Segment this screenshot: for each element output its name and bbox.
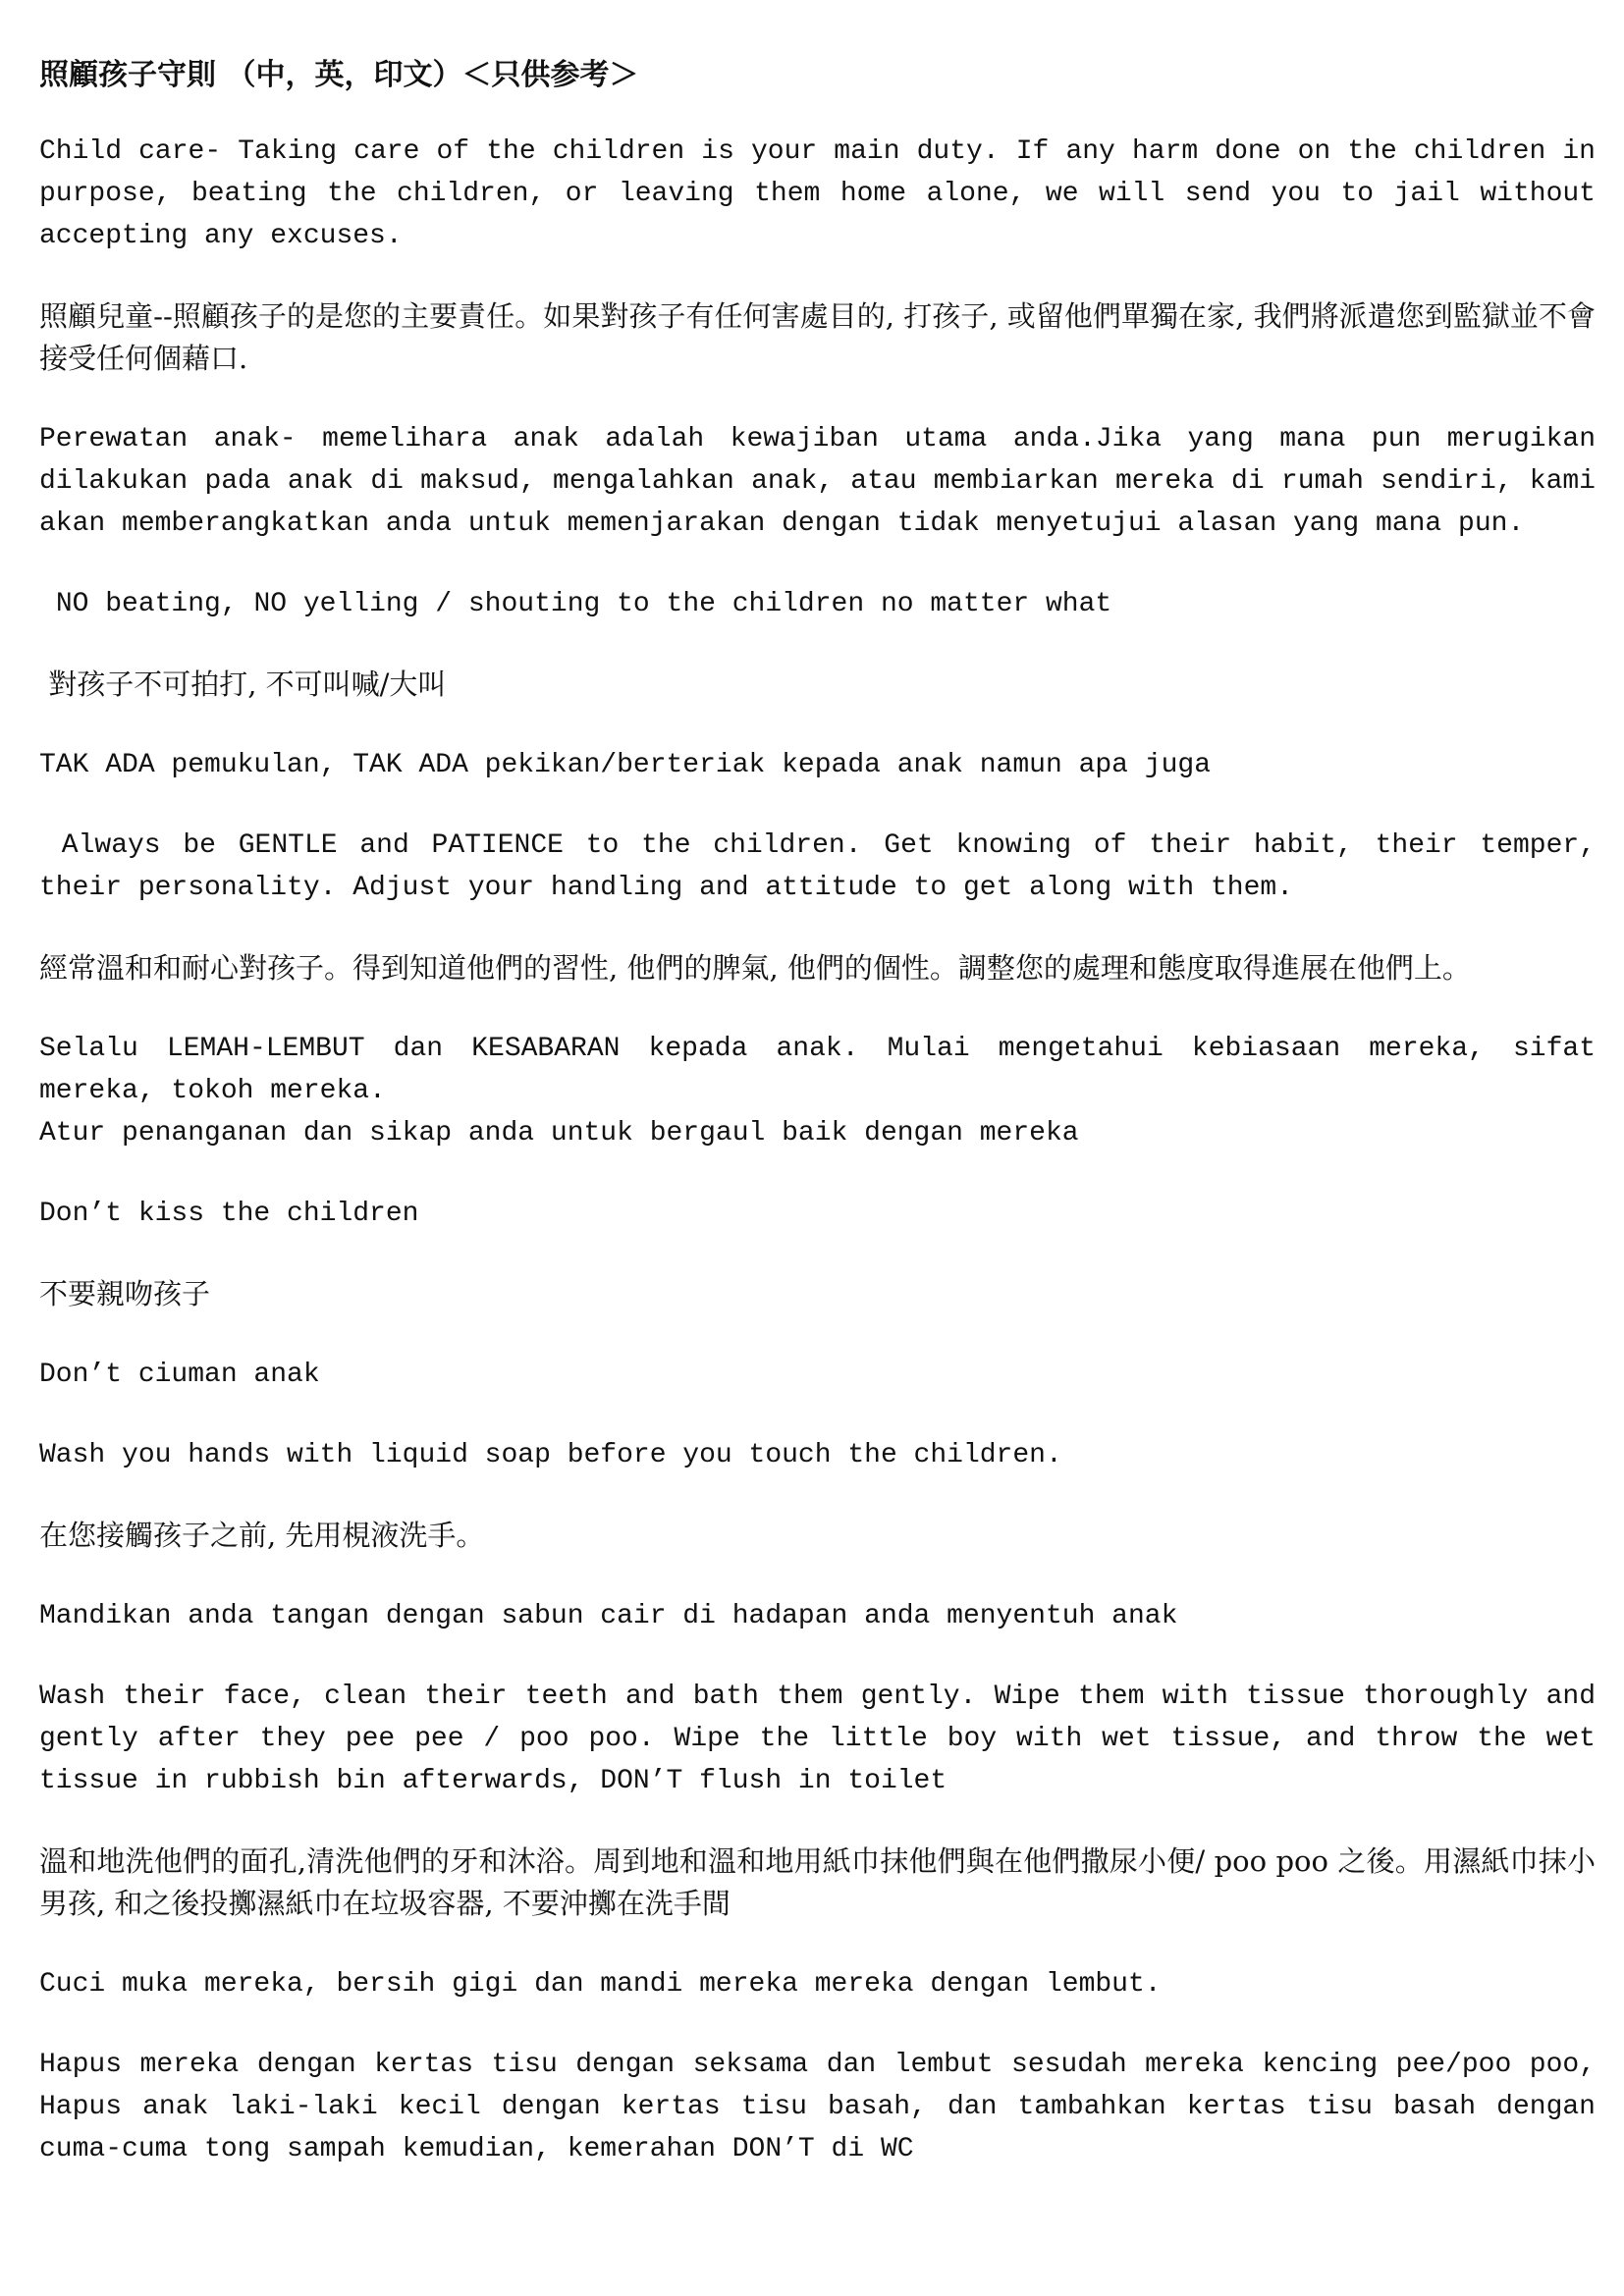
paragraph-no-beating-zh: 對孩子不可拍打, 不可叫喊/大叫 [39, 667, 447, 701]
paragraph-gentle-ms-1: Selalu LEMAH-LEMBUT dan KESABARAN kepada anak. Mulai mengetahui kebiasaan mereka, sifat mereka, tokoh mereka. [39, 1034, 1612, 1106]
document-page [39, 54, 1612, 2209]
paragraph-wash-face-en: Wash their face, clean their teeth and bath them gently. Wipe them with tissue thoroughly and gently after they pee pee / poo poo. Wipe the little boy with wet tissue, and throw the wet tissue in rubbish bin afterwards, DON’T flush in toilet [39, 1682, 1612, 1796]
paragraph-gentle-zh: 經常溫和和耐心對孩子。得到知道他們的習性, 他們的脾氣, 他們的個性。調整您的處理和態度取得進展在他們上。 [39, 951, 1471, 985]
paragraph-wash-face-zh: 溫和地洗他們的面孔,清洗他們的牙和沐浴。周到地和溫和地用紙巾抹他們與在他們撒尿小便/ poo poo 之後。用濕紙巾抹小男孩, 和之後投擲濕紙巾在垃圾容器, 不要沖擲在洗手間 [39, 1844, 1596, 1920]
paragraph-no-kiss-en: Don’t kiss the children [39, 1199, 419, 1229]
paragraph-wash-face-ms-1: Cuci muka mereka, bersih gigi dan mandi mereka mereka dengan lembut. [39, 1969, 1162, 2000]
document-title: 照顧孩子守則 （中，英，印文）＜只供参考＞ [39, 58, 639, 92]
paragraph-wash-hands-zh: 在您接觸孩子之前, 先用梘液洗手。 [39, 1519, 485, 1552]
paragraph-gentle-ms-2: Atur penanganan dan sikap anda untuk bergaul baik dengan mereka [39, 1118, 1079, 1148]
paragraph-no-beating-ms: TAK ADA pemukulan, TAK ADA pekikan/berteriak kepada anak namun apa juga [39, 750, 1211, 780]
paragraph-child-care-en: Child care- Taking care of the children is your main duty. If any harm done on the children in purpose, beating the children, or leaving them home alone, we will send you to jail without accepting any excuses. [39, 136, 1612, 251]
paragraph-child-care-zh: 照顧兒童--照顧孩子的是您的主要責任。如果對孩子有任何害處目的, 打孩子, 或留他們單獨在家, 我們將派遣您到監獄並不會接受任何個藉口. [39, 299, 1596, 375]
paragraph-wash-hands-ms: Mandikan anda tangan dengan sabun cair di hadapan anda menyentuh anak [39, 1601, 1178, 1631]
paragraph-no-kiss-ms: Don’t ciuman anak [39, 1360, 320, 1390]
paragraph-child-care-ms: Perewatan anak- memelihara anak adalah kewajiban utama anda.Jika yang mana pun merugikan dilakukan pada anak di maksud, mengalahkan anak, atau membiarkan mereka di rumah sendiri, kami akan memberangkatkan anda untuk memenjarakan dengan tidak menyetujui alasan yang mana pun. [39, 424, 1612, 539]
paragraph-gentle-en: Always be GENTLE and PATIENCE to the children. Get knowing of their habit, their temper, their personality. Adjust your handling and attitude to get along with them. [39, 830, 1612, 903]
paragraph-wash-hands-en: Wash you hands with liquid soap before you touch the children. [39, 1440, 1062, 1470]
paragraph-no-kiss-zh: 不要親吻孩子 [39, 1277, 211, 1310]
paragraph-no-beating-en: NO beating, NO yelling / shouting to the children no matter what [39, 589, 1112, 619]
paragraph-wash-face-ms-2: Hapus mereka dengan kertas tisu dengan seksama dan lembut sesudah mereka kencing pee/poo poo, Hapus anak laki-laki kecil dengan kertas tisu basah, dan tambahkan kertas tisu basah dengan cuma-cuma tong sampah kemudian, kemerahan DON’T di WC [39, 2050, 1612, 2164]
